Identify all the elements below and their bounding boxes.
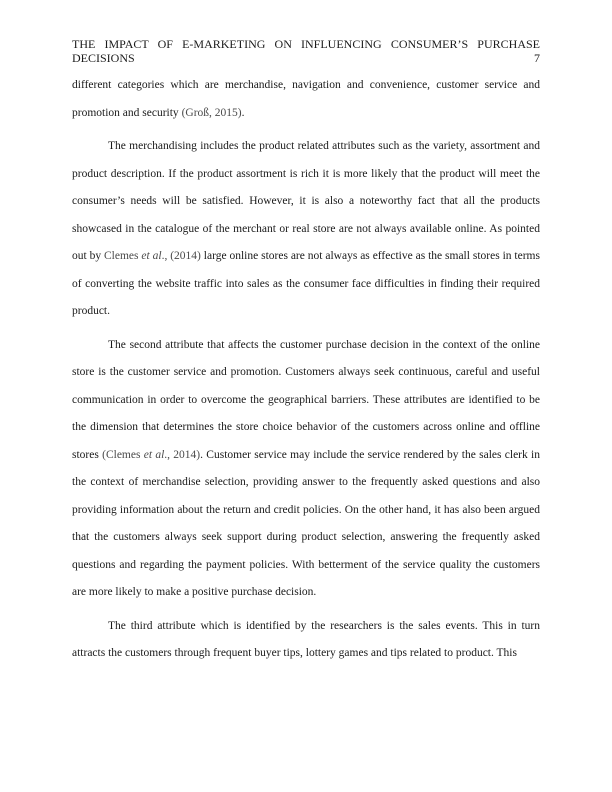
header-title-continued: DECISIONS	[72, 51, 135, 65]
page-number: 7	[534, 51, 540, 65]
paragraph-3-text-b: . Customer service may include the service rendered by the sales clerk in the context of merchandise selection, providing answer to the frequently asked questions and also providing information about the return and credit policies. On the other hand, it has also been argued that the customers always seek support during product selection, answering the frequently asked questions and regarding the payment policies. With betterment of the service quality the customers are more likely to make a positive purchase decision.	[72, 448, 540, 598]
paragraph-2-text-b: large online stores are not always as effective as the small stores in terms of converting the website traffic into sales as the consumer face difficulties in finding their required product.	[72, 250, 540, 317]
citation-year: ., (2014)	[161, 250, 201, 262]
citation-clemes	[104, 250, 201, 262]
citation-gross: (Groß, 2015)	[181, 106, 242, 119]
body-text	[72, 72, 540, 668]
paragraph-1	[72, 72, 540, 127]
header-second-line	[72, 51, 540, 65]
paragraph-4	[72, 613, 540, 668]
paragraph-1-text: different categories which are merchandise, navigation and convenience, customer service and promotion and security	[72, 79, 540, 119]
citation-author: (Clemes	[102, 448, 144, 461]
paragraph-1-tail: .	[241, 106, 245, 119]
paragraph-4-text: The third attribute which is identified by the researchers is the sales events. This in turn attracts the customers through frequent buyer tips, lottery games and tips related to product. This	[72, 619, 540, 659]
paragraph-3-text-a: The second attribute that affects the customer purchase decision in the context of the online store is the customer service and promotion. Customers always seek continuous, careful and useful communication in order to overcome the geographical barriers. These attributes are identified to be the dimension that determines the store choice behavior of the customers across online and offline stores	[72, 338, 540, 461]
citation-et-al: et al	[141, 250, 162, 262]
citation-clemes	[102, 449, 200, 461]
paragraph-2-text-a: The merchandising includes the product related attributes such as the variety, assortment and product description. If the product assortment is rich it is more likely that the product will meet the consumer’s needs will be satisfied. However, it is also a noteworthy fact that all the products showcased in the catalogue of the merchant or real store are not always available online. As pointed out by	[72, 140, 540, 262]
citation-et-al: et al	[143, 448, 165, 461]
paragraph-2	[72, 133, 540, 326]
citation-author: Clemes	[104, 250, 142, 262]
running-header	[72, 37, 540, 65]
citation-year: ., 2014)	[164, 448, 201, 461]
header-title: THE IMPACT OF E-MARKETING ON INFLUENCING CONSUMER’S PURCHASE	[72, 37, 540, 51]
paragraph-3	[72, 332, 540, 607]
